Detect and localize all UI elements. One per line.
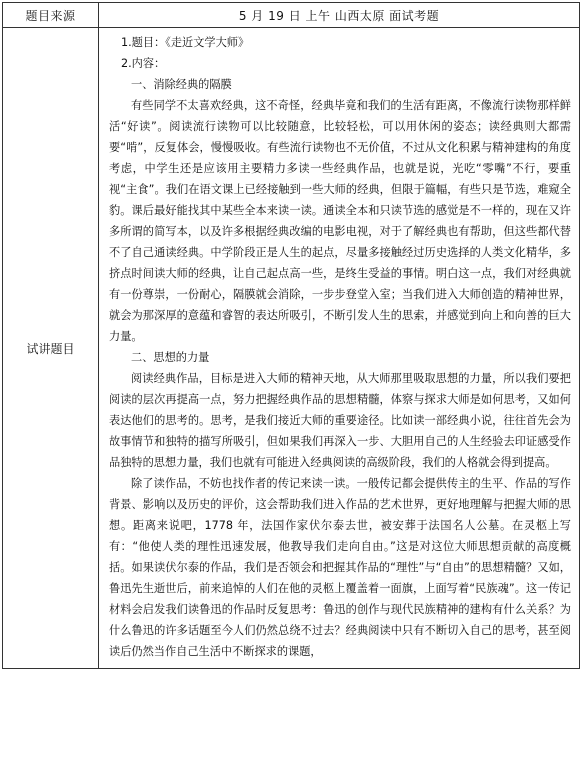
exam-info-table bbox=[2, 2, 580, 669]
heading-2: 二、思想的力量 bbox=[131, 351, 210, 364]
heading-1: 一、消除经典的隔膜 bbox=[131, 78, 232, 91]
topic-label: 试讲题目 bbox=[3, 28, 99, 669]
topic-row bbox=[3, 28, 580, 669]
topic-title: 1.题目：《走近文学大师》 bbox=[121, 36, 250, 49]
topic-content bbox=[99, 28, 580, 669]
source-label: 题目来源 bbox=[3, 3, 99, 28]
source-value: 5 月 19 日 上午 山西太原 面试考题 bbox=[99, 3, 580, 28]
source-row bbox=[3, 3, 580, 28]
content-label: 2.内容： bbox=[121, 57, 166, 70]
paragraph-2: 阅读经典作品，目标是进入大师的精神天地，从大师那里吸取思想的力量，所以我们要把阅读的层次再提高一点，努力把握经典作品的思想精髓，体察与探求大师是如何思考，又如何表达他们的思考的。思考，是我们接近大师的重要途径。比如读一部经典小说，往往首先会为故事情节和独特的描写所吸引，但如果我们再深入一步、大胆用自己的人生经验去印证感受作品独特的思想力量，我们也就有可能进入经典阅读的高级阶段，我们的人格就会得到提高。 bbox=[109, 372, 571, 469]
paragraph-1: 有些同学不太喜欢经典，这不奇怪，经典毕竟和我们的生活有距离，不像流行读物那样鲜活“好读”。阅读流行读物可以比较随意，比较轻松，可以用休闲的姿态；读经典则大都需要“啃”，反复体会，慢慢吸收。有些流行读物也不无价值，不过从文化积累与精神建构的角度考虑，中学生还是应该用主要精力多读一些经典作品，也就是说，光吃“零嘴”不行，要重视“主食”。我们在语文课上已经接触到一些大师的经典，但限于篇幅，有些只是节选，难窥全豹。课后最好能找其中某些全本来读一读。通读全本和只读节选的感觉是不一样的，现在又许多所谓的简写本，以及许多根据经典改编的电影电视，对于了解经典也有帮助，但这些都代替不了自己通读经典。中学阶段正是人生的起点，尽量多接触经过历史选择的人类文化精华，多挤点时间读大师的经典，让自己起点高一些，是终生受益的事情。明白这一点，我们对经典就有一份尊崇，一份耐心，隔膜就会消除，一步步登堂入室；当我们进入大师创造的精神世界，就会为那深厚的意蕴和睿智的表达所吸引，不断引发人生的思索，并感觉到向上和向善的巨大力量。 bbox=[109, 99, 571, 343]
paragraph-3: 除了读作品，不妨也找作者的传记来读一读。一般传记都会提供传主的生平、作品的写作背景、影响以及历史的评价，这会帮助我们进入作品的艺术世界，更好地理解与把握大师的思想。距离来说吧，1778 年，法国作家伏尔泰去世，被安葬于法国名人公墓。在灵柩上写有：“他使人类的理性迅速发展，他教导我们走向自由。”这是对这位大师思想贡献的高度概括。如果读伏尔泰的作品，我们是否领会和把握其作品的“理性”与“自由”的思想精髓？又如，鲁迅先生逝世后，前来追悼的人们在他的灵柩上覆盖着一面旗，上面写着“民族魂”。这一传记材料会启发我们读鲁迅的作品时反复思考：鲁迅的创作与现代民族精神的建构有什么关系？为什么鲁迅的许多话题至今人们仍然总绕不过去？经典阅读中只有不断切入自己的思考，甚至阅读后仍然当作自己生活中不断探求的课题， bbox=[109, 477, 571, 658]
